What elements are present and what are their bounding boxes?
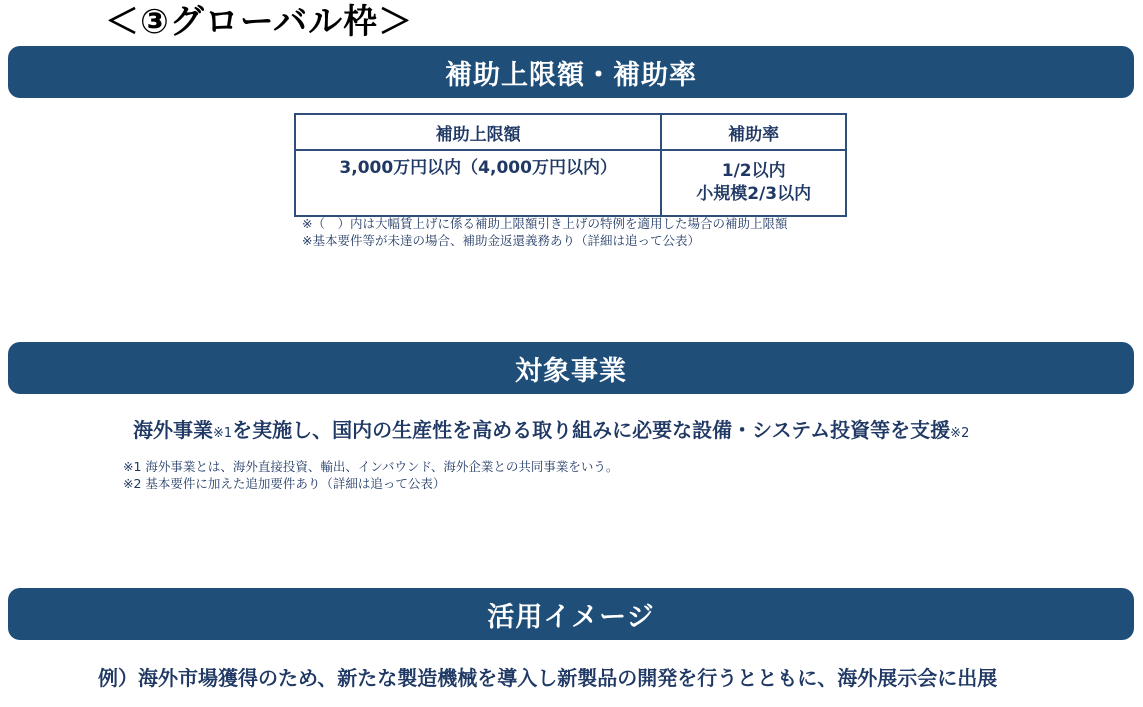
section-title: 対象事業 <box>515 355 627 387</box>
target-business-description <box>133 414 969 443</box>
footnote-mark: ※1 <box>213 426 233 441</box>
subsidy-notes <box>302 215 787 249</box>
usage-example: 例）海外市場獲得のため、新たな製造機械を導入し新製品の開発を行うとともに、海外展示会に出展 <box>98 666 998 690</box>
rate-line-small: 小規模2/3以内 <box>696 184 812 204</box>
subsidy-table <box>294 113 847 217</box>
cell-rate <box>661 150 846 216</box>
note: ※基本要件等が未達の場合、補助金返還義務あり（詳細は追って公表） <box>302 233 700 248</box>
section-header-subsidy-limit <box>8 46 1134 98</box>
table-header-row <box>295 114 846 150</box>
note: ※2 基本要件に加えた追加要件あり（詳細は追って公表） <box>123 476 446 491</box>
section-title: 活用イメージ <box>487 601 655 633</box>
note: ※1 海外事業とは、海外直接投資、輸出、インバウンド、海外企業との共同事業をいう。 <box>123 459 619 474</box>
footnote-mark: ※2 <box>950 426 970 441</box>
lead-text: 海外事業 <box>133 418 213 442</box>
column-header-limit: 補助上限額 <box>295 114 661 150</box>
column-header-rate: 補助率 <box>661 114 846 150</box>
table-row <box>295 150 846 216</box>
section-header-target-business <box>8 342 1134 394</box>
lead-text: を実施し、国内の生産性を高める取り組みに必要な設備・システム投資等を支援 <box>232 418 951 442</box>
cell-limit: 3,000万円以内（4,000万円以内） <box>295 150 661 216</box>
section-title: 補助上限額・補助率 <box>445 59 697 91</box>
rate-line: 1/2以内 <box>721 161 786 181</box>
page-title: ＜③グローバル枠＞ <box>105 2 414 42</box>
note: ※（ ）内は大幅賃上げに係る補助上限額引き上げの特例を適用した場合の補助上限額 <box>302 216 788 231</box>
section-header-usage-image <box>8 588 1134 640</box>
target-business-notes <box>123 458 618 492</box>
